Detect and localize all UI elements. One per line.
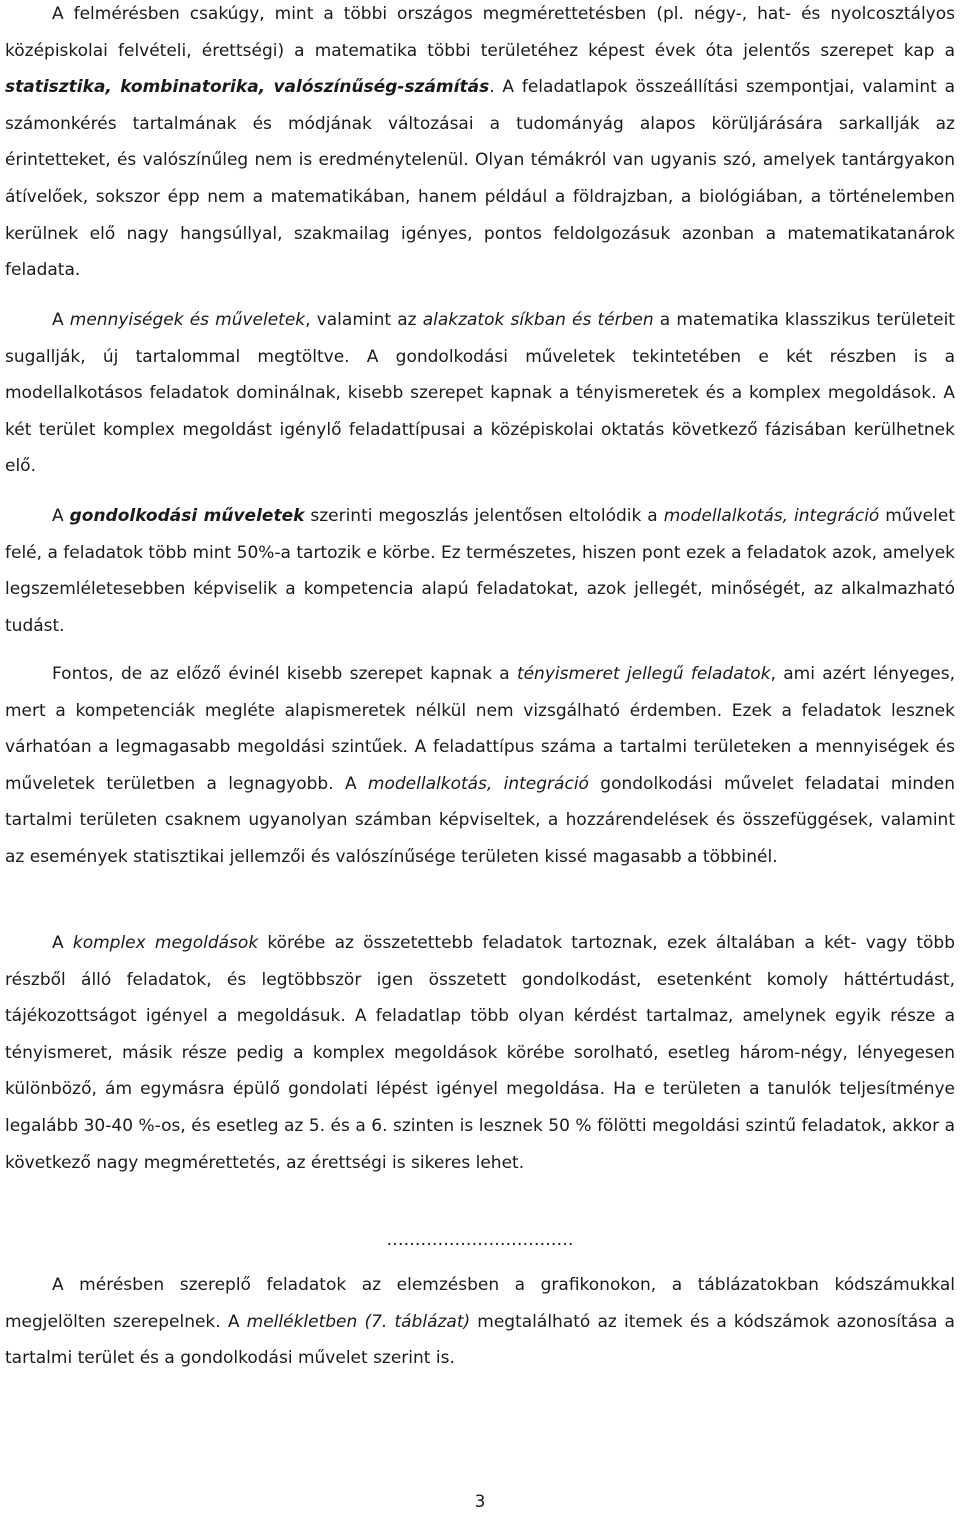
paragraph-statistics bbox=[5, 0, 955, 289]
emphasis-modelling: modellalkotás, integráció bbox=[663, 506, 880, 526]
paragraph-quantities bbox=[5, 302, 955, 485]
paragraph-factual-knowledge bbox=[5, 656, 955, 876]
section-separator: …………………………… bbox=[386, 1230, 574, 1250]
text-run: A bbox=[52, 933, 73, 953]
text-run: , ami azért lényeges, mert a kompetenciák megléte alapismeretek nélkül nem vizsgálható érdemben. Ezek a feladatok lesznek várhatóan a legmagasabb megoldási szintűek. A feladattípus száma a tartalmi területeken a mennyiségek és műveletek területben a legnagyobb. A bbox=[5, 664, 955, 794]
paragraph-complex-solutions bbox=[5, 925, 955, 1181]
paragraph-thinking-operations bbox=[5, 498, 955, 644]
emphasis-statistics: statisztika, kombinatorika, valószínűség-számítás bbox=[5, 77, 490, 98]
text-run: A bbox=[52, 506, 70, 526]
emphasis-complex-solutions: komplex megoldások bbox=[72, 933, 259, 953]
text-run: A bbox=[52, 310, 70, 330]
emphasis-quantities: mennyiségek és műveletek bbox=[69, 310, 306, 330]
page-number: 3 bbox=[474, 1492, 486, 1512]
text-run: szerinti megoszlás jelentősen eltolódik a bbox=[304, 506, 664, 526]
text-run: . A feladatlapok összeállítási szempontjai, valamint a számonkérés tartalmának és módjának változásai a tudományág alapos körüljárására sarkallják az érintetteket, és valószínűleg nem is eredménytelenül. Olyan témákról van ugyanis szó, amelyek tantárgyakon átívelőek, sokszor épp nem a matematikában, hanem például a földrajzban, a biológiában, a történelemben kerülnek elő nagy hangsúllyal, szakmailag igényes, pontos feldolgozásuk azonban a matematikatanárok feladata. bbox=[5, 77, 955, 281]
text-run: a matematika klasszikus területeit sugallják, új tartalommal megtöltve. A gondolkodási műveletek tekintetében e két részben is a modellalkotásos feladatok dominálnak, kisebb szerepet kapnak a tényismeretek és a komplex megoldások. A két terület komplex megoldást igénylő feladattípusai a középiskolai oktatás következő fázisában kerülhetnek elő. bbox=[5, 310, 955, 477]
text-run: gondolkodási művelet feladatai minden tartalmi területen csaknem ugyanolyan számban képviseltek, a hozzárendelések és összefüggések, valamint az események statisztikai jellemzői és valószínűsége területen kissé magasabb a többinél. bbox=[5, 773, 955, 867]
text-run: megtalálható az itemek és a kódszámok azonosítása a tartalmi terület és a gondolkodási művelet szerint is. bbox=[5, 1311, 955, 1369]
text-run: Fontos, de az előző évinél kisebb szerepet kapnak a bbox=[52, 664, 517, 684]
text-run: művelet felé, a feladatok több mint 50%-a tartozik e körbe. Ez természetes, hiszen pont ezek a feladatok azok, amelyek legszemléletesebben képviselik a kompetencia alapú feladatokat, azok jellegét, minőségét, az alkalmazható tudást. bbox=[5, 506, 955, 636]
emphasis-appendix: mellékletben (7. táblázat) bbox=[246, 1311, 471, 1332]
emphasis-thinking-operations: gondolkodási műveletek bbox=[69, 506, 305, 526]
text-run: A mérésben szereplő feladatok az elemzésben a grafikonokon, a táblázatokban kódszámukkal megjelölten szerepelnek. A bbox=[5, 1275, 955, 1332]
emphasis-modelling: modellalkotás, integráció bbox=[367, 773, 589, 794]
text-run: körébe az összetettebb feladatok tartoznak, ezek általában a két- vagy több részből álló feladatok, és legtöbbször igen összetett gondolkodást, esetenként komoly háttértudást, tájékozottságot igényel a megoldásuk. A feladatlap több olyan kérdést tartalmaz, amelynek egyik része a tényismeret, másik része pedig a komplex megoldások körébe sorolható, esetleg három-négy, lényegesen különböző, ám egymásra épülő gondolati lépést igényel megoldása. Ha e területen a tanulók teljesítménye legalább 30-40 %-os, és esetleg az 5. és a 6. szinten is lesznek 50 % fölötti megoldási szintű feladatok, akkor a következő nagy megmérettetés, az érettségi is sikeres lehet. bbox=[5, 933, 955, 1173]
text-run: A felmérésben csakúgy, mint a többi országos megmérettetésben (pl. négy-, hat- és nyolcosztályos középiskolai felvételi, érettségi) a matematika többi területéhez képest évek óta jelentős szerepet kap a bbox=[5, 4, 955, 61]
emphasis-factual-tasks: tényismeret jellegű feladatok bbox=[516, 664, 771, 684]
text-run: , valamint az bbox=[305, 310, 423, 330]
emphasis-shapes: alakzatok síkban és térben bbox=[422, 310, 654, 330]
paragraph-codes bbox=[5, 1267, 955, 1377]
